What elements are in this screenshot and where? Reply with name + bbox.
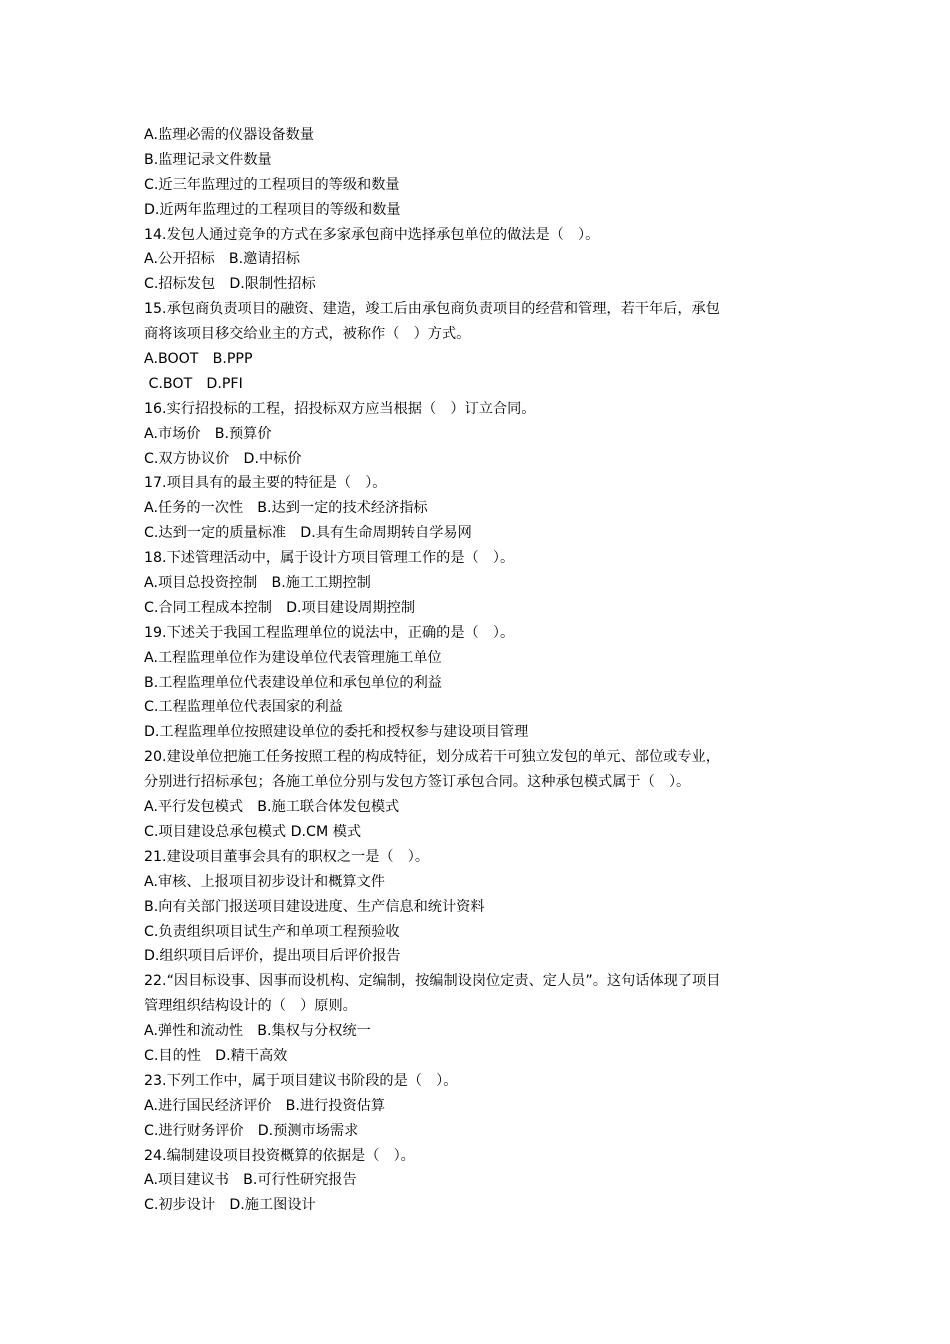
text-line: A.弹性和流动性 B.集权与分权统一 — [144, 1023, 371, 1040]
question-line: 23.下列工作中，属于项目建议书阶段的是（ ）。 — [144, 1072, 458, 1089]
text-line: C.达到一定的质量标准 D.具有生命周期转自学易网 — [144, 525, 472, 542]
question-line: 20.建设单位把施工任务按照工程的构成特征，划分成若干可独立发包的单元、部位或专业， — [144, 749, 720, 766]
text-line: D.工程监理单位按照建设单位的委托和授权参与建设项目管理 — [144, 724, 529, 741]
text-line: A.监理必需的仪器设备数量 — [144, 127, 315, 143]
question-line: 24.编制建设项目投资概算的依据是（ ）。 — [144, 1147, 415, 1164]
text-line: C.招标发包 D.限制性招标 — [144, 276, 316, 293]
question-line: 管理组织结构设计的（ ）原则。 — [144, 998, 357, 1015]
text-line: C.合同工程成本控制 D.项目建设周期控制 — [144, 599, 416, 616]
question-line: 分别进行招标承包；各施工单位分别与发包方签订承包合同。这种承包模式属于（ ）。 — [144, 774, 691, 791]
text-line: C.BOT D.PFI — [144, 375, 243, 392]
text-line: A.审核、上报项目初步设计和概算文件 — [144, 873, 385, 890]
text-line: A.项目建议书 B.可行性研究报告 — [144, 1172, 357, 1189]
question-line: 16.实行招投标的工程，招投标双方应当根据（ ）订立合同。 — [144, 400, 536, 417]
text-line: B.工程监理单位代表建设单位和承包单位的利益 — [144, 674, 442, 691]
text-line: C.目的性 D.精干高效 — [144, 1047, 288, 1064]
question-line: 22.“因目标设事、因事而设机构、定编制，按编制设岗位定责、定人员”。这句话体现了项目 — [144, 973, 721, 990]
text-line: A.市场价 B.预算价 — [144, 425, 272, 442]
text-line: C.近三年监理过的工程项目的等级和数量 — [144, 176, 400, 193]
text-line: B.向有关部门报送项目建设进度、生产信息和统计资料 — [144, 898, 485, 915]
text-line: C.双方协议价 D.中标价 — [144, 450, 302, 467]
text-line: C.负责组织项目试生产和单项工程预验收 — [144, 923, 400, 940]
text-line: D.近两年监理过的工程项目的等级和数量 — [144, 201, 401, 218]
question-line: 19.下述关于我国工程监理单位的说法中，正确的是（ ）。 — [144, 624, 515, 641]
text-line: A.平行发包模式 B.施工联合体发包模式 — [144, 799, 400, 816]
text-line: C.工程监理单位代表国家的利益 — [144, 699, 343, 716]
text-line: A.项目总投资控制 B.施工工期控制 — [144, 575, 371, 592]
text-line: A.进行国民经济评价 B.进行投资估算 — [144, 1097, 386, 1114]
text-line: A.工程监理单位作为建设单位代表管理施工单位 — [144, 649, 442, 666]
question-line: 14.发包人通过竞争的方式在多家承包商中选择承包单位的做法是（ ）。 — [144, 226, 600, 243]
question-line: 17.项目具有的最主要的特征是（ ）。 — [144, 475, 387, 492]
text-line: C.初步设计 D.施工图设计 — [144, 1197, 316, 1214]
text-line: A.公开招标 B.邀请招标 — [144, 251, 300, 268]
text-line: D.组织项目后评价，提出项目后评价报告 — [144, 948, 401, 965]
text-line: C.项目建设总承包模式 D.CM 模式 — [144, 823, 362, 840]
question-line: 18.下述管理活动中，属于设计方项目管理工作的是（ ）。 — [144, 550, 515, 567]
text-line: B.监理记录文件数量 — [144, 151, 272, 168]
question-line: 商将该项目移交给业主的方式，被称作（ ）方式。 — [144, 326, 471, 343]
question-line: 21.建设项目董事会具有的职权之一是（ ）。 — [144, 848, 430, 865]
text-line: C.进行财务评价 D.预测市场需求 — [144, 1122, 359, 1139]
document-body — [144, 123, 812, 1218]
text-line: A.任务的一次性 B.达到一定的技术经济指标 — [144, 500, 428, 517]
question-line: 15.承包商负责项目的融资、建造，竣工后由承包商负责项目的经营和管理，若干年后，承包 — [144, 301, 720, 318]
text-line: A.BOOT B.PPP — [144, 351, 253, 368]
